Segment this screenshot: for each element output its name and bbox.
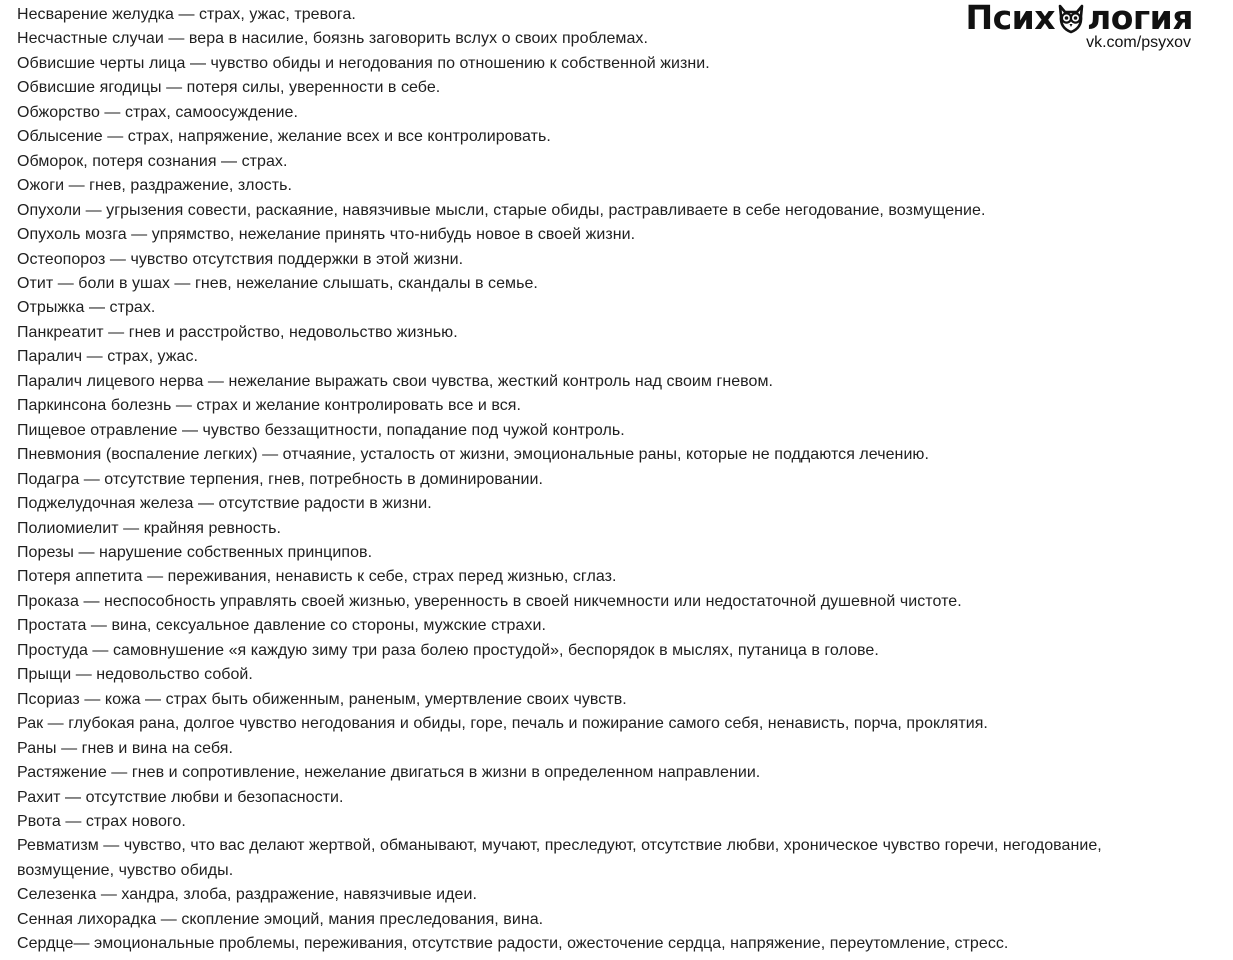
entry: Сердце— эмоциональные проблемы, переживания, отсутствие радости, ожесточение сердца, напряжение, переутомление, стресс. [17, 935, 1009, 953]
entry: Обжорство — страх, самоосуждение. [17, 103, 298, 121]
entry: Паркинсона болезнь — страх и желание контролировать все и вся. [17, 397, 522, 415]
entry: Панкреатит — гнев и расстройство, недовольство жизнью. [17, 323, 458, 341]
entry: Прыщи — недовольство собой. [17, 666, 253, 684]
logo-text-start: Псих [965, 0, 1056, 37]
entry: Облысение — страх, напряжение, желание всех и все контролировать. [17, 128, 551, 146]
entry: Простата — вина, сексуальное давление со стороны, мужские страхи. [17, 617, 546, 635]
entry: Раны — гнев и вина на себя. [17, 739, 233, 757]
entry-list [17, 3, 1222, 957]
entry: Ожоги — гнев, раздражение, злость. [17, 177, 292, 195]
entry: Отрыжка — страх. [17, 299, 156, 317]
entry: Опухоль мозга — упрямство, нежелание принять что-нибудь новое в своей жизни. [17, 226, 636, 244]
entry: Паралич — страх, ужас. [17, 348, 199, 366]
entry: Обвисшие черты лица — чувство обиды и негодования по отношению к собственной жизни. [17, 54, 710, 72]
entry: Отит — боли в ушах — гнев, нежелание слышать, скандалы в семье. [17, 274, 538, 292]
logo-url: vk.com/psyxov [1086, 34, 1191, 51]
entry: Рак — глубокая рана, долгое чувство негодования и обиды, горе, печаль и пожирание самого себя, ненависть, порча, проклятия. [17, 715, 988, 733]
entry: Ревматизм — чувство, что вас делают жертвой, обманывают, мучают, преследуют, отсутствие любви, хроническое чувство горечи, негодование, возмущение, чувство обиды. [17, 837, 1102, 879]
entry: Псориаз — кожа — страх быть обиженным, раненым, умертвление своих чувств. [17, 690, 627, 708]
entry: Потеря аппетита — переживания, ненависть к себе, страх перед жизнью, сглаз. [17, 568, 617, 586]
entry: Паралич лицевого нерва — нежелание выражать свои чувства, жесткий контроль над своим гневом. [17, 372, 774, 390]
entry: Рахит — отсутствие любви и безопасности. [17, 788, 344, 806]
entry: Растяжение — гнев и сопротивление, нежелание двигаться в жизни в определенном направлении. [17, 764, 761, 782]
entry: Проказа — неспособность управлять своей жизнью, уверенность в своей никчемности или недостаточной душевной чистоте. [17, 592, 962, 610]
entry: Пищевое отравление — чувство беззащитности, попадание под чужой контроль. [17, 421, 625, 439]
entry: Опухоли — угрызения совести, раскаяние, навязчивые мысли, старые обиды, растравливаете в себе негодование, возмущение. [17, 201, 986, 219]
logo-text-end: логия [1087, 0, 1193, 37]
entry: Простуда — самовнушение «я каждую зиму три раза болею простудой», беспорядок в мыслях, путаница в голове. [17, 641, 879, 659]
entry: Поджелудочная железа — отсутствие радости в жизни. [17, 495, 432, 513]
entry: Обвисшие ягодицы — потеря силы, уверенности в себе. [17, 79, 441, 97]
entry: Порезы — нарушение собственных принципов. [17, 543, 373, 561]
entry: Рвота — страх нового. [17, 812, 186, 830]
entry: Пневмония (воспаление легких) — отчаяние, усталость от жизни, эмоциональные раны, которые не поддаются лечению. [17, 446, 929, 464]
entry: Обморок, потеря сознания — страх. [17, 152, 288, 170]
entry: Остеопороз — чувство отсутствия поддержки в этой жизни. [17, 250, 464, 268]
entry: Селезенка — хандра, злоба, раздражение, навязчивые идеи. [17, 886, 477, 904]
entry: Сенная лихорадка — скопление эмоций, мания преследования, вина. [17, 910, 544, 928]
entry: Подагра — отсутствие терпения, гнев, потребность в доминировании. [17, 470, 544, 488]
entry: Полиомиелит — крайняя ревность. [17, 519, 282, 537]
entry: Несварение желудка — страх, ужас, тревога. [17, 6, 356, 23]
entry: Несчастные случаи — вера в насилие, боязнь заговорить вслух о своих проблемах. [17, 30, 648, 48]
